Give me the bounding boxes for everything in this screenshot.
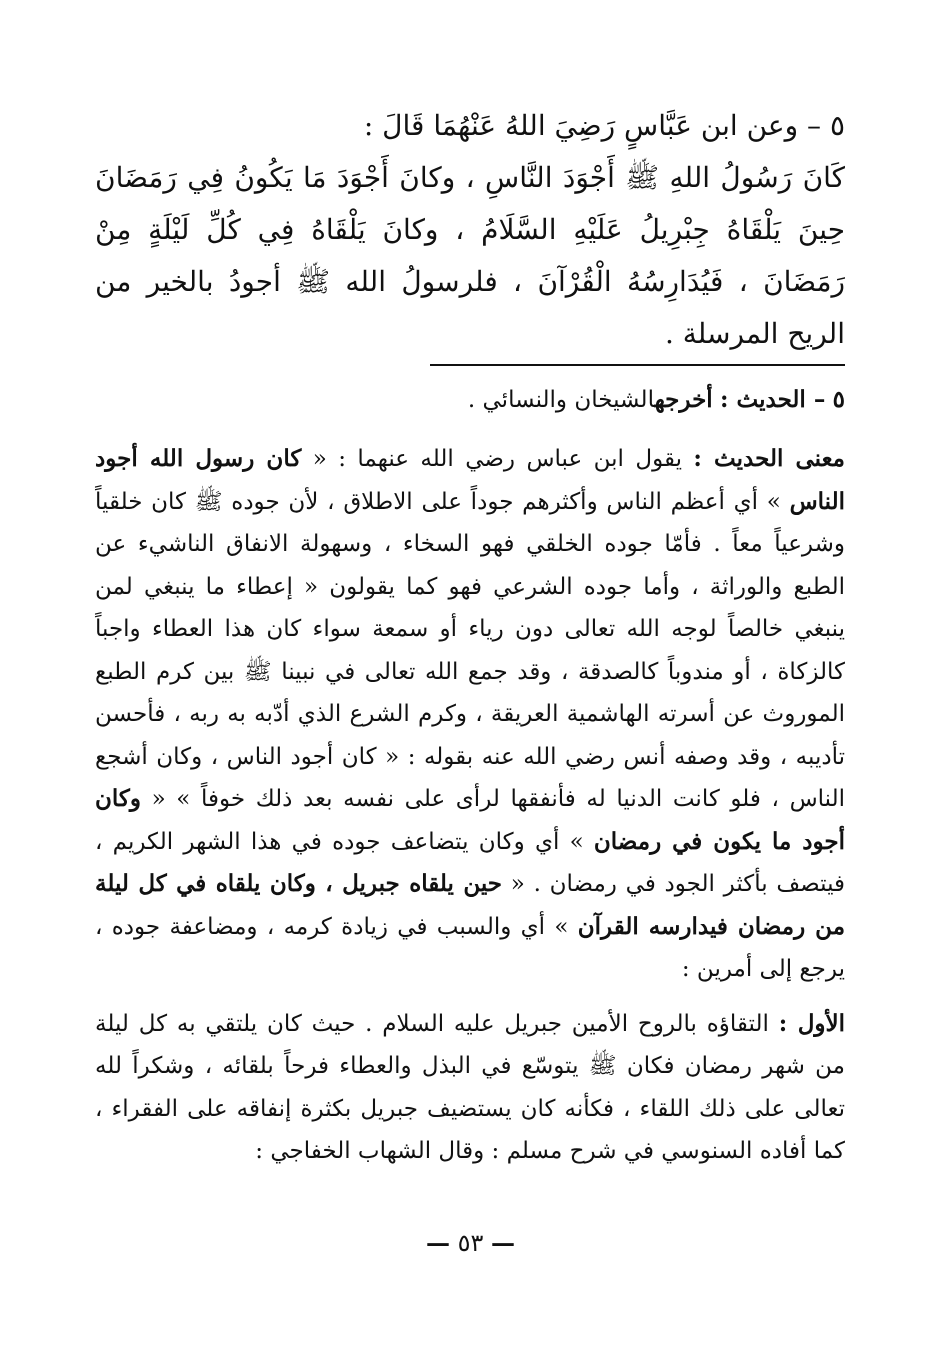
meaning-segment-1: يقول ابن عباس رضي الله عنهما : « [312,446,682,472]
page-number [0,1228,941,1257]
first-reason-text: التقاؤه بالروح الأمين جبريل عليه السلام . حيث كان يلتقي به كل ليلة من شهر رمضان فكان ﷺ يتوسّع في البذل والعطاء فرحاً بلقائه ، وشكراً لله تعالى على ذلك اللقاء ، فكأنه كان يستضيف جبريل بكثرة إنفاقه على الفقراء ، كما أفاده السنوسي في شرح مسلم : وقال الشهاب الخفاجي : [95,1010,845,1164]
takhrij-verb: أخرجه [654,386,713,413]
meaning-quote-1: كان رسول الله أجود الناس [95,445,845,515]
takhrij-number: ٥ [832,386,845,413]
meaning-segment-3: » أي وكان يتضاعف جوده في هذا الشهر الكريم ، فيتصف بأكثر الجود في رمضان . « [95,828,846,897]
meaning-quote-3: حين يلقاه جبريل ، وكان يلقاه في كل ليلة من رمضان فيدارسه القرآن [95,870,846,940]
meaning-segment-2: » أي أعظم الناس وأكثرهم جوداً على الاطلاق ، لأن جوده ﷺ كان خلقياً وشرعياً معاً . فأمّا جوده الخلقي فهو السخاء ، وسهولة الانفاق الناشيء عن الطبع والوراثة ، وأما جوده الشرعي فهو كما يقولون « إعطاء ما ينبغي لمن ينبغي خالصاً لوجه الله تعالى دون رياء أو سمعة سواء كان هذا العطاء واجباً كالزكاة ، أو مندوباً كالصدقة ، وقد جمع الله تعالى في نبينا ﷺ بين كرم الطبع الموروث عن أسرته الهاشمية العريقة ، وكرم الشرع الذي أدّبه به ربه ، فأحسن تأديبه ، وقد وصفه أنس رضي الله عنه بقوله : « كان أجود الناس ، وكان أشجع الناس ، فلو كانت الدنيا له فأنفقها لرأى على نفسه بعد ذلك خوفاً » « [95,488,845,812]
meaning-paragraph [95,438,845,991]
first-reason-paragraph [95,1003,845,1173]
meaning-heading: معنى الحديث : [693,445,845,472]
page-number-dash-right: — [491,1228,516,1257]
first-reason-label: الأول : [778,1009,846,1037]
meaning-quote-2: وكان أجود ما يكون في رمضان [95,785,846,855]
takhrij-note [95,380,845,420]
page-number-value: ٥٣ [457,1229,484,1257]
page-content [95,100,845,1280]
footnote-divider [430,364,845,366]
page-number-dash-left: — [425,1228,450,1257]
hadith-body: كَانَ رَسُولُ اللهِ ﷺ أَجْوَدَ النَّاسِ ، وكانَ أَجْوَدَ مَا يَكُونُ فِي رَمَضَانَ حِينَ يَلْقَاهُ جِبْرِيلُ عَلَيْهِ السَّلَامُ ، وكانَ يَلْقَاهُ فِي كُلِّ لَيْلَةٍ مِنْ رَمَضَانَ ، فَيُدَارِسُهُ الْقُرْآنَ ، فلرسولُ الله ﷺ أجودُ بالخير من الريح المرسلة . [95,161,845,350]
hadith-text [95,100,845,360]
meaning-segment-4: » أي والسبب في زيادة كرمه ، ومضاعفة جوده ، يرجع إلى أمرين : [95,913,845,982]
takhrij-text: الشيخان والنسائي . [467,387,655,413]
hadith-number: ٥ [829,109,845,142]
hadith-intro: – وعن ابن عَبَّاسٍ رَضِيَ اللهُ عَنْهُمَا قَالَ : [363,109,822,142]
takhrij-label: – الحديث : [720,386,826,413]
